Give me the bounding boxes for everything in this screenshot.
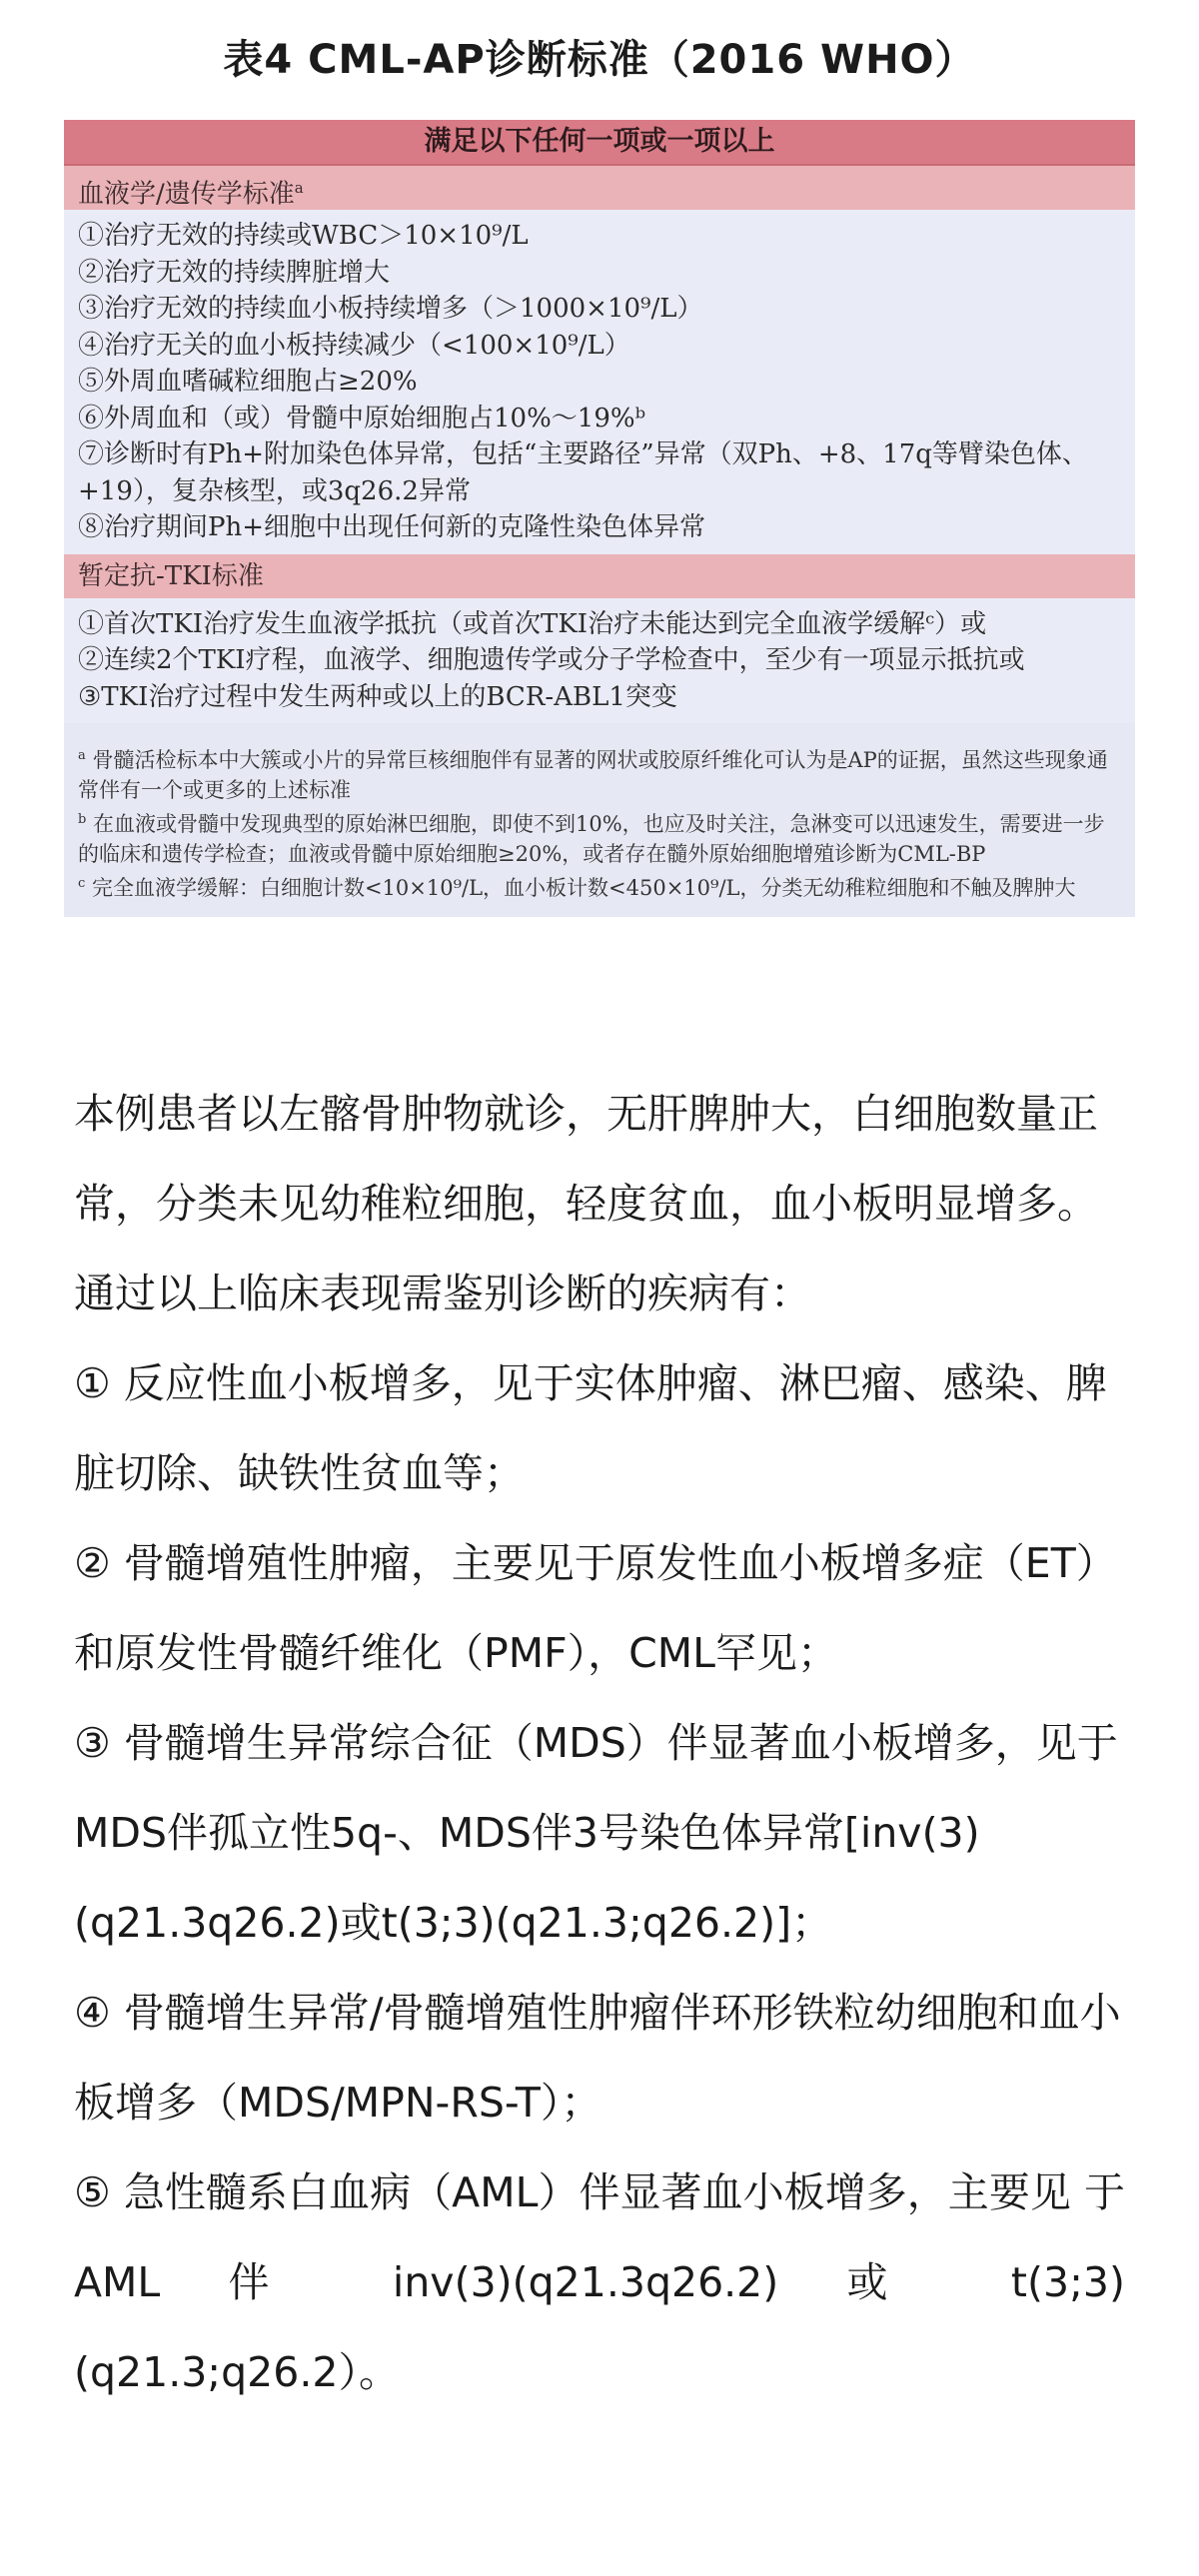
criterion-item: ②治疗无效的持续脾脏增大 xyxy=(78,257,391,288)
criterion-item: ①治疗无效的持续或WBC＞10×10⁹/L xyxy=(78,221,529,251)
criterion-item: ⑦诊断时有Ph+附加染色体异常，包括“主要路径”异常（双Ph、+8、17q等臂染色体、+19），复杂核型，或3q26.2异常 xyxy=(78,439,1088,506)
footnote-text: 骨髓活检标本中大簇或小片的异常巨核细胞伴有显著的网状或胶原纤维化可认为是AP的证据，虽然这些现象通常伴有一个或更多的上述标准 xyxy=(78,748,1108,802)
section-heading-hematology xyxy=(64,166,1135,210)
section-heading-label: 血液学/遗传学标准 xyxy=(78,179,295,210)
criterion-item: ④治疗无关的血小板持续减少（<100×10⁹/L） xyxy=(78,330,630,361)
table-header: 满足以下任何一项或一项以上 xyxy=(64,120,1135,166)
paragraph-item-2: ② 骨髓增殖性肿瘤，主要见于原发性血小板增多症（ET）和原发性骨髓纤维化（PMF），CML罕见； xyxy=(74,1539,1117,1677)
criterion-item: ③治疗无效的持续血小板持续增多（＞1000×10⁹/L） xyxy=(78,294,703,324)
criteria-table-image xyxy=(64,120,1135,917)
criterion-item: ⑤外周血嗜碱粒细胞占≥20% xyxy=(78,367,418,397)
footnote-marker: a xyxy=(78,748,86,763)
table-title: 表4 CML-AP诊断标准（2016 WHO） xyxy=(223,37,976,83)
criterion-item: ③TKI治疗过程中发生两种或以上的BCR-ABL1突变 xyxy=(78,681,677,712)
footnote xyxy=(78,869,1121,903)
footnote xyxy=(78,805,1121,869)
paragraph-item-4: ④ 骨髓增生异常/骨髓增殖性肿瘤伴环形铁粒幼细胞和血小板增多（MDS/MPN-RS-T）； xyxy=(74,1989,1121,2127)
paragraph-differential-intro: 通过以上临床表现需鉴别诊断的疾病有： xyxy=(74,1270,811,1317)
footnotes xyxy=(64,723,1135,917)
article-body xyxy=(74,1069,1125,2417)
paragraph-item-5: ⑤ 急性髓系白血病（AML）伴显著血小板增多，主要见 于 AML 伴 inv(3)(q21.3q26.2) 或 t(3;3) xyxy=(74,2168,1125,2306)
footnote-marker: a xyxy=(294,179,304,197)
footnote-text: 完全血液学缓解：白细胞计数<10×10⁹/L，血小板计数<450×10⁹/L，分类无幼稚粒细胞和不触及脾肿大 xyxy=(85,876,1076,900)
criterion-item: ①首次TKI治疗发生血液学抵抗（或首次TKI治疗未能达到完全血液学缓解ᶜ）或 xyxy=(78,608,987,639)
section-heading-tki: 暂定抗-TKI标准 xyxy=(64,554,1135,598)
section-body-hematology xyxy=(64,210,1135,554)
paragraph-item-5-continued: (q21.3;q26.2）。 xyxy=(74,2348,400,2396)
criterion-item: ⑧治疗期间Ph+细胞中出现任何新的克隆性染色体异常 xyxy=(78,512,706,542)
paragraph-item-1: ① 反应性血小板增多，见于实体肿瘤、淋巴瘤、感染、脾脏切除、缺铁性贫血等； xyxy=(74,1359,1107,1497)
criterion-item: ②连续2个TKI疗程，血液学、细胞遗传学或分子学检查中，至少有一项显示抵抗或 xyxy=(78,645,1025,675)
section-body-tki xyxy=(64,598,1135,724)
paragraph-item-3: ③ 骨髓增生异常综合征（MDS）伴显著血小板增多，见于MDS伴孤立性5q-、MDS伴3号染色体异常[inv(3)(q21.3q26.2)或t(3;3)(q21.3;q26.2)]； xyxy=(74,1719,1118,1947)
footnote-marker: b xyxy=(78,812,87,827)
paragraph-case-summary: 本例患者以左髂骨肿物就诊，无肝脾肿大，白细胞数量正常，分类未见幼稚粒细胞，轻度贫血，血小板明显增多。 xyxy=(74,1090,1098,1228)
criterion-item: ⑥外周血和（或）骨髓中原始细胞占10%～19%ᵇ xyxy=(78,403,645,433)
footnote-text: 在血液或骨髓中发现典型的原始淋巴细胞，即使不到10%，也应及时关注，急淋变可以迅速发生，需要进一步的临床和遗传学检查；血液或骨髓中原始细胞≥20%，或者存在髓外原始细胞增殖诊断为CML-BP xyxy=(78,812,1105,866)
footnote xyxy=(78,741,1121,805)
footnote-marker: c xyxy=(78,876,86,891)
